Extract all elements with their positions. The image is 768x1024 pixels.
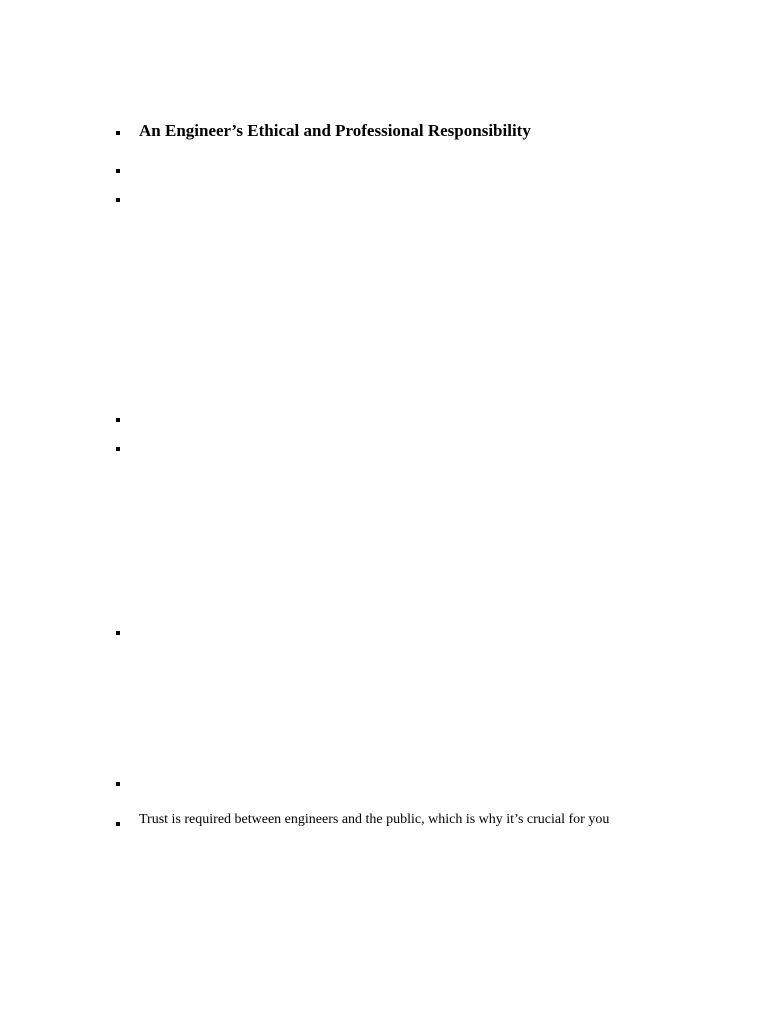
bullet-marker [116,131,120,135]
bullet-marker [116,631,120,635]
bullet-marker [116,822,120,826]
list-item [116,418,716,442]
list-item [116,631,716,655]
document-heading: An Engineer’s Ethical and Professional Responsibility [139,121,531,140]
bullet-marker [116,782,120,786]
list-item [116,447,716,471]
list-item [116,198,716,222]
bullet-marker [116,447,120,451]
list-item [116,121,716,155]
bullet-marker [116,198,120,202]
bullet-marker [116,169,120,173]
list-item [116,782,716,806]
list-item [116,169,716,193]
bullet-marker [116,418,120,422]
list-item [116,812,716,846]
trust-paragraph-text: Trust is required between engineers and the public, which is why it’s crucial for you [139,812,610,827]
